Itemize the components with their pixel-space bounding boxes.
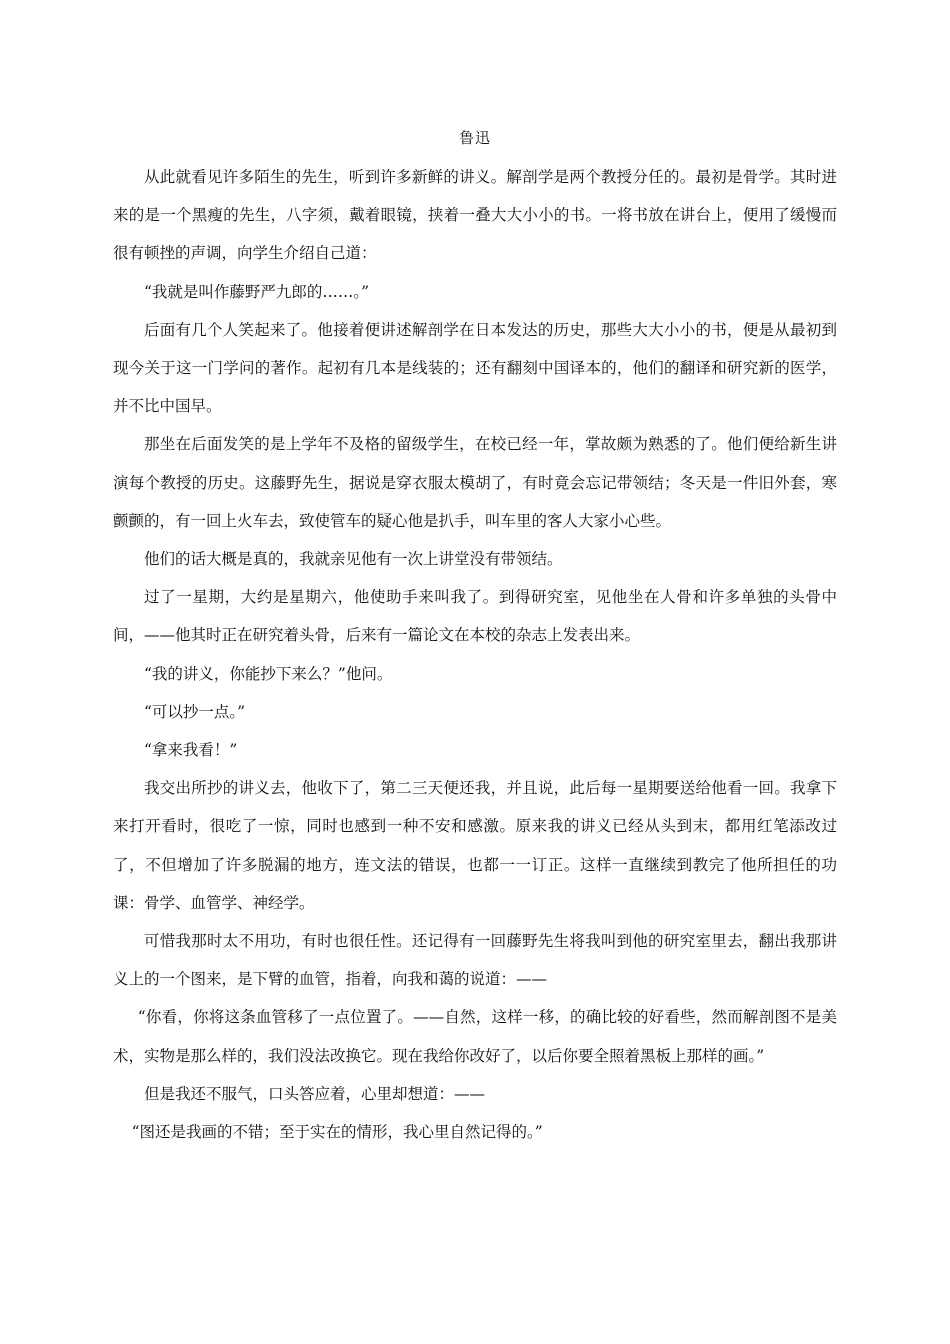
quote-paragraph: “我就是叫作藤野严九郎的……。”: [144, 282, 370, 301]
quote-paragraph: “可以抄一点。”: [144, 702, 246, 721]
quote-paragraph: “我的讲义，你能抄下来么？”他问。: [144, 664, 393, 683]
paragraph: 他们的话大概是真的，我就亲见他有一次上讲堂没有带领结。: [144, 550, 563, 569]
paragraph: 那坐在后面发笑的是上学年不及格的留级学生，在校已经一年，掌故颇为熟悉的了。他们便给新生讲演每个教授的历史。这藤野先生，据说是穿衣服太模胡了，有时竟会忘记带领结；冬天是一件旧外套，寒颤颤的，有一回上火车去，致使管车的疑心他是扒手，叫车里的客人大家小心些。: [113, 435, 837, 530]
paragraph: 我交出所抄的讲义去，他收下了，第二三天便还我，并且说，此后每一星期要送给他看一回。我拿下来打开看时，很吃了一惊，同时也感到一种不安和感激。原来我的讲义已经从头到末，都用红笔添改过了，不但增加了许多脱漏的地方，连文法的错误，也都一一订正。这样一直继续到教完了他所担任的功课：骨学、血管学、神经学。: [113, 779, 837, 912]
paragraph: 过了一星期，大约是星期六，他使助手来叫我了。到得研究室，见他坐在人骨和许多单独的头骨中间，——他其时正在研究着头骨，后来有一篇论文在本校的杂志上发表出来。: [113, 588, 837, 645]
paragraph: 可惜我那时太不用功，有时也很任性。还记得有一回藤野先生将我叫到他的研究室里去，翻出我那讲义上的一个图来，是下臂的血管，指着，向我和蔼的说道：——: [113, 932, 837, 989]
paragraph: 后面有几个人笑起来了。他接着便讲述解剖学在日本发达的历史，那些大大小小的书，便是从最初到现今关于这一门学问的著作。起初有几本是线装的；还有翻刻中国译本的，他们的翻译和研究新的医学，并不比中国早。: [113, 320, 837, 416]
article-body: [113, 158, 837, 1151]
paragraph: 从此就看见许多陌生的先生，听到许多新鲜的讲义。解剖学是两个教授分任的。最初是骨学。其时进来的是一个黑瘦的先生，八字须，戴着眼镜，挟着一叠大大小小的书。一将书放在讲台上，便用了缓慢而很有顿挫的声调，向学生介绍自己道：: [113, 168, 837, 263]
quote-paragraph: “你看，你将这条血管移了一点位置了。——自然，这样一移，的确比较的好看些，然而解剖图不是美术，实物是那么样的，我们没法改换它。现在我给你改好了，以后你要全照着黑板上那样的画。”: [113, 1008, 837, 1065]
paragraph: 但是我还不服气，口头答应着，心里却想道：——: [144, 1084, 486, 1103]
quote-paragraph: “拿来我看！”: [144, 741, 238, 760]
quote-paragraph: “图还是我画的不错；至于实在的情形，我心里自然记得的。”: [131, 1123, 543, 1142]
author-heading: 鲁迅: [458, 129, 491, 147]
